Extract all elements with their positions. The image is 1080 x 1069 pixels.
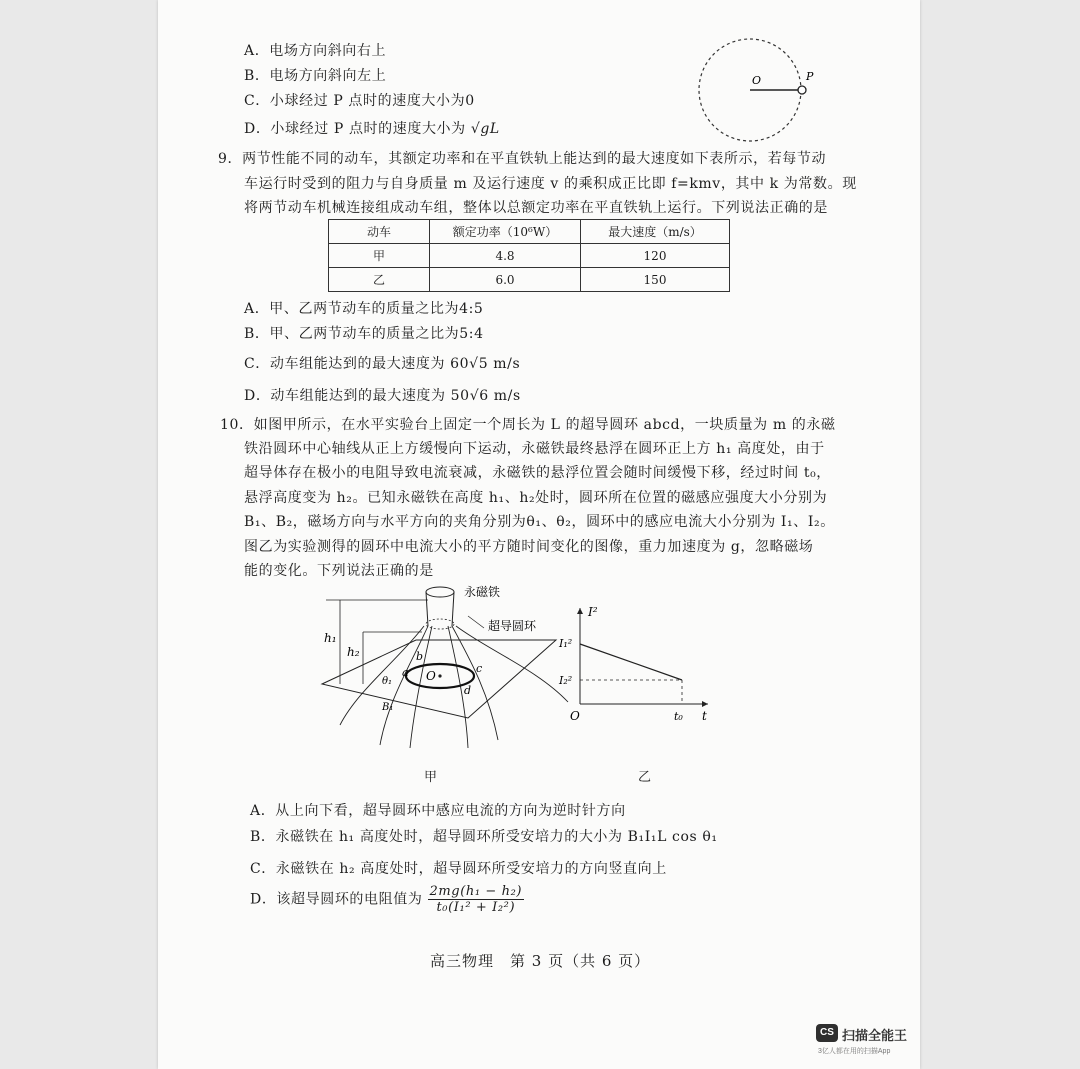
label-o: O (426, 669, 436, 683)
q9-option-d: D．动车组能达到的最大速度为 50√6 m/s (244, 388, 521, 404)
ring-center (438, 674, 441, 677)
magnet-label: 永磁铁 (464, 585, 501, 599)
table-header-cell: 最大速度（m/s） (581, 220, 730, 244)
fraction-numerator: 2mg(h₁ − h₂) (429, 884, 523, 899)
q8-option-d-text: D．小球经过 P 点时的速度大小为 (244, 121, 466, 137)
q9-table (328, 219, 730, 292)
tick-i1: I₁² (559, 637, 573, 650)
series-line (580, 644, 682, 680)
magnet-top (426, 587, 454, 597)
q10-line-7: 能的变化。下列说法正确的是 (244, 563, 434, 579)
label-b: b (416, 650, 424, 663)
q8-option-c: C．小球经过 P 点时的速度大小为0 (244, 93, 475, 109)
resistance-fraction (428, 884, 525, 915)
q10-option-b: B．永磁铁在 h₁ 高度处时，超导圆环所受安培力的大小为 B₁I₁L cos θ₁ (250, 829, 718, 845)
watermark-title: 扫描全能王 (842, 1028, 908, 1043)
tick-i2: I₂² (559, 674, 573, 687)
label-o: O (752, 74, 762, 87)
label-d: d (464, 684, 472, 697)
y-axis-arrow (577, 608, 583, 614)
camscanner-logo: CS (816, 1024, 838, 1042)
q9-line-2: 车运行时受到的阻力与自身质量 m 及运行速度 v 的乘积成正比即 f=kmv，其中 k 为常数。现 (244, 176, 857, 192)
fig-a-caption: 甲 (424, 770, 438, 785)
ball-p (798, 86, 806, 94)
q10-line-5: B₁、B₂，磁场方向与水平方向的夹角分别为θ₁、θ₂，圆环中的感应电流大小分别为 I₁、I₂。 (244, 514, 835, 530)
fig-b-caption: 乙 (638, 770, 652, 785)
table-cell: 乙 (329, 268, 430, 292)
field-line (456, 626, 568, 702)
q8-option-b: B．电场方向斜向左上 (244, 68, 387, 84)
q10-line-3: 超导体存在极小的电阻导致电流衰减，永磁铁的悬浮位置会随时间缓慢下移，经过时间 t₀， (244, 465, 831, 481)
q10-line-6: 图乙为实验测得的圆环中电流大小的平方随时间变化的图像，重力加速度为 g，忽略磁场 (244, 539, 814, 555)
magnet-bottom (426, 619, 454, 629)
q9-option-c: C．动车组能达到的最大速度为 60√5 m/s (244, 356, 521, 372)
field-line (452, 626, 498, 740)
fig-a-magnet-ring (318, 580, 578, 755)
origin-label: O (570, 709, 580, 723)
table-header-row (329, 220, 730, 244)
label-a: a (402, 666, 409, 679)
q10-line-1: 10．如图甲所示，在水平实验台上固定一个周长为 L 的超导圆环 abcd，一块质量为 m 的永磁 (220, 417, 836, 433)
watermark-subtitle: 3亿人都在用的扫描App (818, 1048, 891, 1055)
table-cell: 120 (581, 244, 730, 268)
label-h1: h₁ (324, 631, 337, 645)
q9-option-a: A．甲、乙两节动车的质量之比为4:5 (244, 301, 484, 317)
table-cell: 4.8 (430, 244, 581, 268)
label-h2: h₂ (347, 645, 360, 659)
q10-option-c: C．永磁铁在 h₂ 高度处时，超导圆环所受安培力的方向竖直向上 (250, 861, 667, 877)
magnet-side-left (426, 592, 428, 626)
tick-t0: t₀ (674, 710, 683, 723)
fig-b-current-graph (558, 600, 718, 725)
ring-label-leader (468, 616, 484, 628)
q10-option-d (250, 884, 524, 915)
q10-line-2: 铁沿圆环中心轴线从正上方缓慢向下运动，永磁铁最终悬浮在圆环正上方 h₁ 高度处，由于 (244, 441, 825, 457)
table-cell: 150 (581, 268, 730, 292)
x-axis-label: t (702, 709, 707, 723)
table-header-cell: 额定功率（10⁶W） (430, 220, 581, 244)
y-axis-label: I² (588, 605, 598, 619)
label-theta1: θ₁ (382, 676, 393, 687)
x-axis-arrow (702, 701, 708, 707)
q8-option-d (244, 118, 500, 138)
table-cell: 甲 (329, 244, 430, 268)
q8-option-a: A．电场方向斜向右上 (244, 43, 387, 59)
magnet-side-right (452, 592, 454, 626)
q8-option-d-math: √gL (470, 121, 500, 137)
q9-option-b: B．甲、乙两节动车的质量之比为5:4 (244, 326, 484, 342)
q9-line-3: 将两节动车机械连接组成动车组，整体以总额定功率在平直铁轨上运行。下列说法正确的是 (244, 200, 828, 216)
ring-label: 超导圆环 (488, 619, 537, 633)
label-p: P (806, 70, 814, 83)
table-cell: 6.0 (430, 268, 581, 292)
table-header-cell: 动车 (329, 220, 430, 244)
table-row (329, 244, 730, 268)
q10-option-d-text: D．该超导圆环的电阻值为 (250, 891, 423, 908)
label-b1: B₁ (382, 702, 394, 713)
q10-line-4: 悬浮高度变为 h₂。已知永磁铁在高度 h₁、h₂处时，圆环所在位置的磁感应强度大小分别为 (244, 490, 828, 506)
page-footer: 高三物理 第 3 页（共 6 页） (430, 952, 651, 970)
q10-option-a: A．从上向下看，超导圆环中感应电流的方向为逆时针方向 (250, 803, 626, 819)
exam-page (158, 0, 920, 1069)
q8-circle-figure (698, 36, 818, 144)
q9-line-1: 9．两节性能不同的动车，其额定功率和在平直铁轨上能达到的最大速度如下表所示，若每节动 (218, 151, 827, 167)
fraction-denominator: t₀(I₁² + I₂²) (436, 900, 516, 915)
label-c: c (476, 662, 483, 675)
table-row (329, 268, 730, 292)
